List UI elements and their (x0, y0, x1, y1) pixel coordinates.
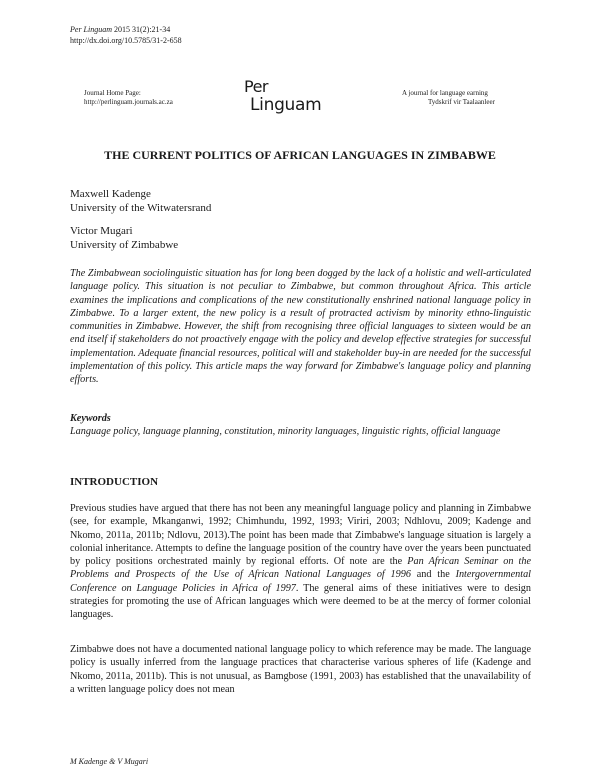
author-list (70, 187, 211, 252)
journal-tagline (402, 89, 495, 107)
body-paragraph-1 (70, 502, 531, 622)
keywords-list: Language policy, language planning, constitution, minority languages, linguistic rights, official language (70, 426, 501, 438)
p1-event-title: Pan African Seminar on the Problems and Prospects of the Use of African National Languages of 1996 (70, 556, 531, 581)
p1-text: and the (410, 569, 456, 581)
section-heading: INTRODUCTION (70, 476, 159, 488)
home-label: Journal Home Page: (84, 89, 141, 97)
p1-event-title: Intergovernmental Conference on Language Policies in Africa of 1997 (70, 569, 532, 594)
citation-block (70, 24, 182, 46)
home-url-link[interactable]: http://perlinguam.journals.ac.za (84, 98, 173, 106)
article-title: THE CURRENT POLITICS OF AFRICAN LANGUAGES IN ZIMBABWE (104, 148, 496, 162)
logo-line-2: Linguam (250, 95, 322, 115)
logo-line-1: Per (244, 77, 268, 96)
author-affiliation: University of Zimbabwe (70, 239, 179, 251)
tagline-afrikaans: Tydskrif vir Taalaanleer (428, 98, 495, 106)
p1-text: . The general aims of these initiatives were to design strategies for promoting the use of African languages which were deemed to be at the mercy of former colonial languages. (70, 582, 531, 621)
body-paragraph-2: Zimbabwe does not have a documented national language policy to which reference may be made. The language policy is usually inferred from the language practices that characterise various spheres of life (Kadenge and Nkomo, 2011a, 2011b). This is not unusual, as Bamgbose (1991, 2003) has established that the unavailability of a written language policy does not mean (70, 644, 531, 695)
doi-link[interactable]: http://dx.doi.org/10.5785/31-2-658 (70, 36, 182, 45)
author-affiliation: University of the Witwatersrand (70, 202, 212, 214)
journal-name: Per Linguam (70, 25, 112, 34)
keywords-block (70, 412, 531, 439)
abstract: The Zimbabwean sociolinguistic situation has for long been dogged by the lack of a holistic and well-articulated language policy. This situation is not peculiar to Zimbabwe, but common throughout Africa. This article examines the implications and complications of the new constitutionally enshrined national language policy in Zimbabwe. To a larger extent, the new policy is a result of protracted activism by minority ethno-linguistic communities in Zimbabwe. However, the shift from recognising three official languages to sixteen would be an end itself if stakeholders do not proactively engage with the policy and develop effective strategies for successful implementation. Adequate financial resources, political will and stakeholder buy-in are needed for the successful implementation of this policy. This article maps the way forward for Zimbabwe's language policy and planning efforts. (70, 268, 531, 386)
running-footer: M Kadenge & V Mugari (70, 757, 149, 766)
p1-text: Previous studies have argued that there has not been any meaningful language policy and planning in Zimbabwe (see, for example, Mkanganwi, 1992; Chimhundu, 1992, 1993; Viriri, 2003; Ndhlovu, 2009; Kadenge and Nkomo, 2011a, 2011b; Ndlovu, 2013).The point has been made that Zimbabwe's language situation is largely a colonial inheritance. Attempts to define the language position of the country have over the years been punctuated by policy positions orchestrated mainly by regional efforts. Of note are the (70, 503, 531, 568)
tagline-english: A journal for language earning (402, 89, 488, 97)
keywords-heading: Keywords (70, 413, 111, 424)
journal-logo (244, 77, 321, 115)
author-name: Maxwell Kadenge (70, 188, 151, 200)
journal-home (84, 89, 173, 107)
citation: 2015 31(2):21-34 (114, 25, 171, 34)
author-name: Victor Mugari (70, 225, 133, 237)
